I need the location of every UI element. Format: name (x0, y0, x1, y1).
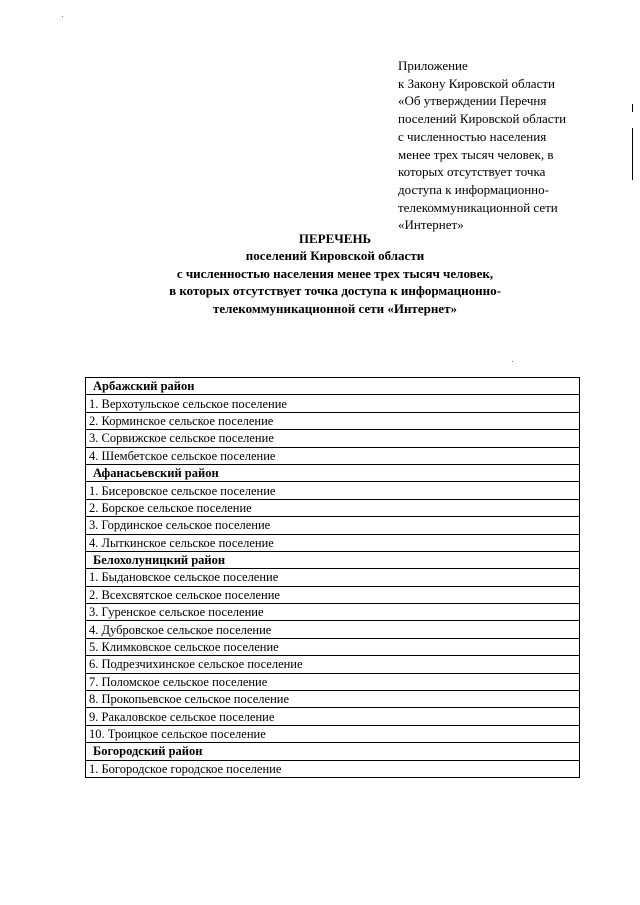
appendix-line: «Интернет» (398, 217, 464, 233)
settlement-row (86, 517, 580, 534)
settlement-row (86, 586, 580, 603)
settlement-row (86, 760, 580, 777)
settlement-row (86, 534, 580, 551)
settlement-name: 4. Дубровское сельское поселение (86, 621, 580, 638)
settlement-name: 4. Шембетское сельское поселение (86, 447, 580, 464)
settlement-name: 1. Богородское городское поселение (86, 760, 580, 777)
settlement-row (86, 708, 580, 725)
settlement-row (86, 447, 580, 464)
settlement-row (86, 673, 580, 690)
settlement-row (86, 621, 580, 638)
heading-line: в которых отсутствует точка доступа к информационно- (169, 283, 501, 299)
district-name: Афанасьевский район (86, 464, 580, 481)
settlement-name: 2. Корминское сельское поселение (86, 412, 580, 429)
heading-line: поселений Кировской области (245, 248, 425, 264)
settlement-name: 4. Лыткинское сельское поселение (86, 534, 580, 551)
settlement-row (86, 604, 580, 621)
settlements-table (85, 377, 580, 778)
appendix-line: с численностью населения (398, 128, 547, 144)
settlement-name: 10. Троицкое сельское поселение (86, 725, 580, 742)
settlement-name: 3. Гуренское сельское поселение (86, 604, 580, 621)
district-name: Арбажский район (86, 378, 580, 395)
settlement-row (86, 638, 580, 655)
settlement-name: 1. Быдановское сельское поселение (86, 569, 580, 586)
district-row (86, 743, 580, 760)
settlement-row (86, 569, 580, 586)
settlement-row (86, 412, 580, 429)
document-heading (70, 230, 600, 317)
district-name: Богородский район (86, 743, 580, 760)
settlement-row (86, 499, 580, 516)
district-name: Белохолуницкий район (86, 551, 580, 568)
appendix-line: поселений Кировской области (398, 111, 567, 127)
settlement-name: 2. Всехсвятское сельское поселение (86, 586, 580, 603)
appendix-line: телекоммуникационной сети (398, 199, 558, 215)
scan-speck (512, 361, 513, 362)
settlement-row (86, 725, 580, 742)
district-row (86, 464, 580, 481)
document-title: ПЕРЕЧЕНЬ (298, 231, 372, 246)
settlement-row (86, 482, 580, 499)
settlement-name: 5. Климковское сельское поселение (86, 638, 580, 655)
settlement-row (86, 395, 580, 412)
settlement-name: 7. Поломское сельское поселение (86, 673, 580, 690)
settlement-name: 8. Прокопьевское сельское поселение (86, 691, 580, 708)
scan-speck (62, 16, 63, 17)
scan-margin-mark (632, 128, 633, 180)
settlement-row (86, 656, 580, 673)
settlement-name: 3. Гординское сельское поселение (86, 517, 580, 534)
heading-line: с численностью населения менее трех тысяч человек, (176, 265, 494, 281)
scan-margin-mark (632, 104, 633, 112)
appendix-line: менее трех тысяч человек, в (398, 146, 554, 162)
appendix-line: доступа к информационно- (398, 181, 549, 197)
district-row (86, 378, 580, 395)
settlement-name: 9. Ракаловское сельское поселение (86, 708, 580, 725)
settlement-name: 1. Бисеровское сельское поселение (86, 482, 580, 499)
appendix-line: «Об утверждении Перечня (398, 93, 547, 109)
heading-line: телекоммуникационной сети «Интернет» (213, 300, 457, 316)
district-row (86, 551, 580, 568)
appendix-note (398, 57, 618, 234)
settlement-name: 1. Верхотульское сельское поселение (86, 395, 580, 412)
settlement-row (86, 430, 580, 447)
appendix-line: которых отсутствует точка (398, 164, 546, 180)
settlement-name: 6. Подрезчихинское сельское поселение (86, 656, 580, 673)
appendix-line: Приложение (398, 58, 468, 73)
appendix-line: к Закону Кировской области (398, 75, 555, 91)
settlement-name: 3. Сорвижское сельское поселение (86, 430, 580, 447)
settlement-name: 2. Борское сельское поселение (86, 499, 580, 516)
settlement-row (86, 691, 580, 708)
